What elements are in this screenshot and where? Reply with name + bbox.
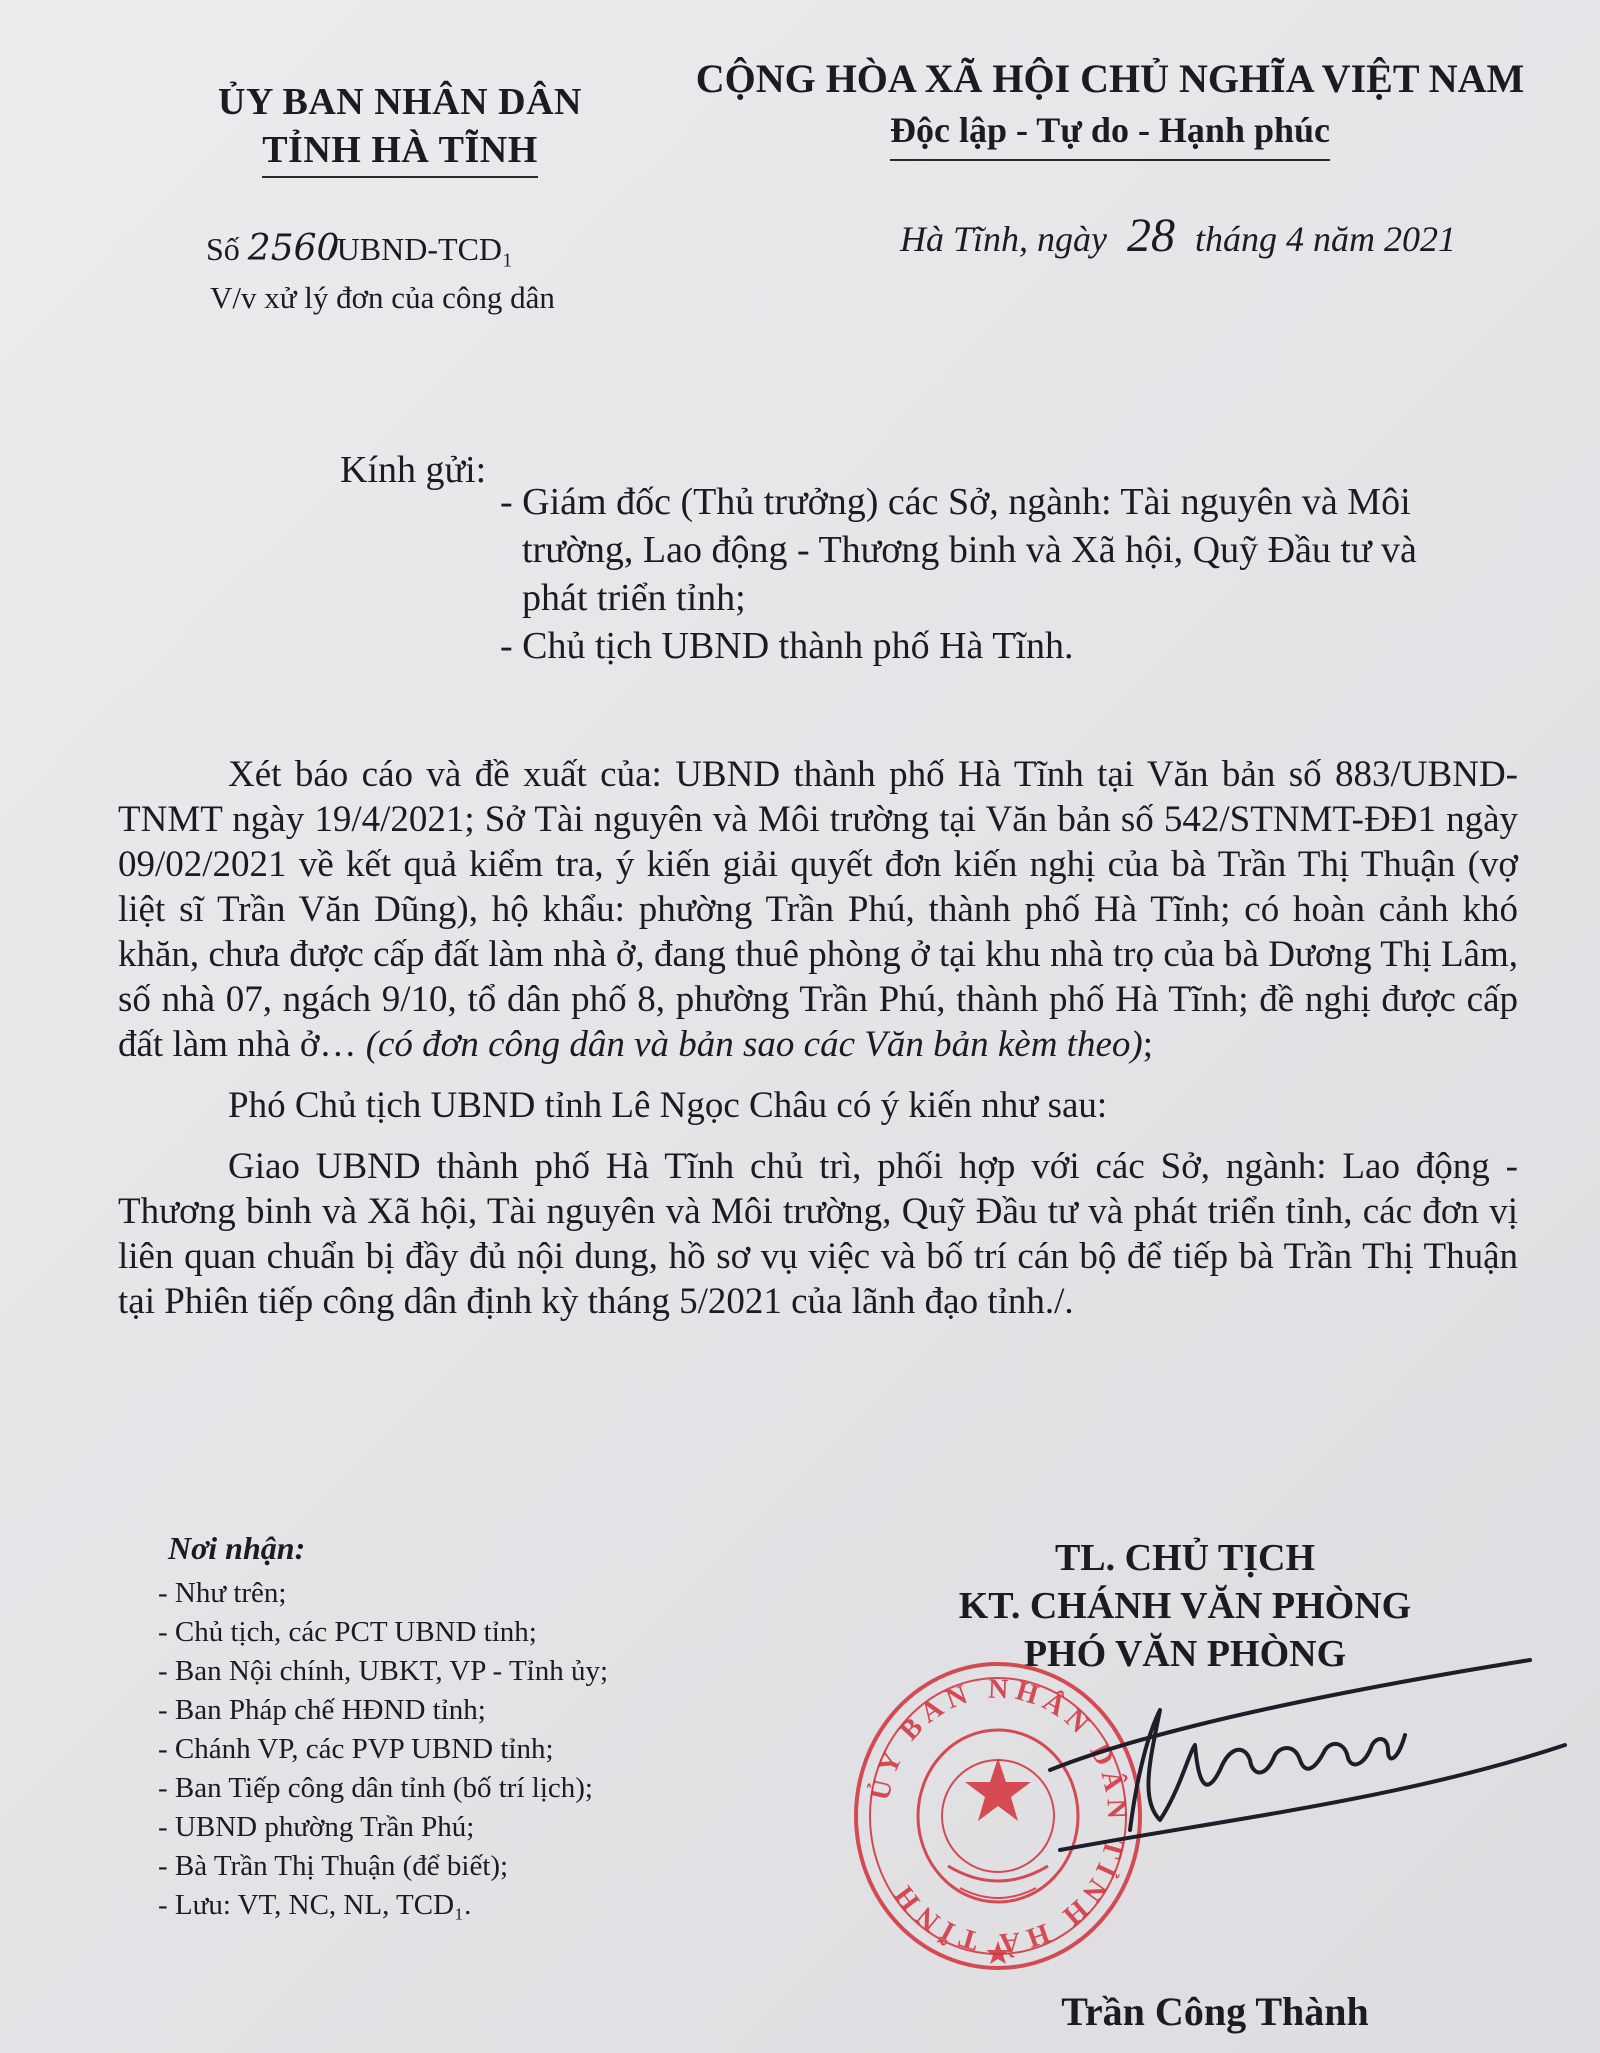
sig-line-2: KT. CHÁNH VĂN PHÒNG: [958, 1585, 1412, 1627]
sig-line-1: TL. CHỦ TỊCH: [1054, 1537, 1316, 1579]
recipient-list: [500, 478, 1490, 670]
seal-text: ỦY BAN NHÂN DÂN TỈNH HÀ TĨNH: [864, 1673, 1133, 1959]
date-day-handwritten: 28: [1127, 209, 1175, 262]
date-line: [900, 208, 1456, 263]
body-p1-end: ;: [1142, 1024, 1153, 1065]
body-p1-text: Xét báo cáo và đề xuất của: UBND thành phố Hà Tĩnh tại Văn bản số 883/UBND-TNMT ngày 19/4/2021; Sở Tài nguyên và Môi trường tại Văn bản số 542/STNMT-ĐĐ1 ngày 09/02/2021 về kết quả kiểm tra, ý kiến giải quyết đơn kiến nghị của bà Trần Thị Thuận (vợ liệt sĩ Trần Văn Dũng), hộ khẩu: phường Trần Phú, thành phố Hà Tĩnh; có hoàn cảnh khó khăn, chưa được cấp đất làm nhà ở, đang thuê phòng ở tại khu nhà trọ của bà Dương Thị Lâm, số nhà 07, ngách 9/10, tổ dân phố 8, phường Trần Phú, thành phố Hà Tĩnh; đề nghị được cấp đất làm nhà ở…: [118, 754, 1518, 1065]
body-paragraph-2: Phó Chủ tịch UBND tỉnh Lê Ngọc Châu có ý kiến như sau:: [228, 1085, 1108, 1126]
issuing-agency: [170, 78, 630, 178]
national-title: [660, 54, 1560, 161]
noi-nhan-item: - Ban Tiếp công dân tỉnh (bố trí lịch);: [158, 1772, 593, 1804]
date-suffix: tháng 4 năm 2021: [1195, 219, 1456, 259]
noi-nhan-item: - Như trên;: [158, 1577, 287, 1609]
date-prefix: Hà Tĩnh, ngày: [900, 219, 1107, 259]
noi-nhan-title: Nơi nhận:: [168, 1530, 306, 1566]
noi-nhan-item: - UBND phường Trần Phú;: [158, 1811, 475, 1843]
motto: Độc lập - Tự do - Hạnh phúc: [890, 105, 1330, 161]
noi-nhan-item: - Ban Nội chính, UBKT, VP - Tỉnh ủy;: [158, 1655, 609, 1687]
body-text: [118, 752, 1518, 1340]
signer-name: Trần Công Thành: [1061, 1989, 1369, 2034]
ref-suffix: /UBND-TCD₁: [327, 231, 514, 267]
subject-line: V/v xử lý đơn của công dân: [210, 280, 555, 315]
noi-nhan-item: - Bà Trần Thị Thuận (để biết);: [158, 1850, 509, 1882]
body-paragraph-1: [118, 752, 1518, 1067]
noi-nhan-item: - Chủ tịch, các PCT UBND tỉnh;: [158, 1616, 537, 1648]
reference-number: [206, 228, 513, 269]
recipient-item: - Giám đốc (Thủ trưởng) các Sở, ngành: Tài nguyên và Môi trường, Lao động - Thương binh và Xã hội, Quỹ Đầu tư và phát triển tỉnh;: [500, 481, 1417, 619]
body-p1-italic: (có đơn công dân và bản sao các Văn bản kèm theo): [365, 1024, 1143, 1065]
noi-nhan-item: - Chánh VP, các PVP UBND tỉnh;: [158, 1733, 554, 1765]
body-paragraph-3: Giao UBND thành phố Hà Tĩnh chủ trì, phối hợp với các Sở, ngành: Lao động - Thương binh và Xã hội, Tài nguyên và Môi trường, Quỹ Đầu tư và phát triển tỉnh, các đơn vị liên quan chuẩn bị đầy đủ nội dung, hồ sơ vụ việc và bố trí cán bộ để tiếp bà Trần Thị Thuận tại Phiên tiếp công dân định kỳ tháng 5/2021 của lãnh đạo tỉnh./.: [118, 1146, 1518, 1322]
nation-name: CỘNG HÒA XÃ HỘI CHỦ NGHĨA VIỆT NAM: [695, 56, 1525, 101]
agency-line-1: ỦY BAN NHÂN DÂN: [218, 81, 582, 123]
noi-nhan-item: - Ban Pháp chế HĐND tỉnh;: [158, 1694, 486, 1726]
sig-line-3: PHÓ VĂN PHÒNG: [1023, 1633, 1347, 1675]
agency-line-2: TỈNH HÀ TĨNH: [262, 126, 538, 178]
noi-nhan-item: - Lưu: VT, NC, NL, TCD₁.: [158, 1889, 472, 1921]
recipient-item: - Chủ tịch UBND thành phố Hà Tĩnh.: [500, 625, 1074, 667]
ref-number-handwritten: 2560: [247, 228, 340, 269]
handwritten-signature-icon: [1020, 1650, 1580, 1870]
ref-prefix: Số: [206, 231, 240, 267]
greeting: Kính gửi:: [340, 449, 487, 491]
noi-nhan-list: [158, 1574, 608, 1925]
